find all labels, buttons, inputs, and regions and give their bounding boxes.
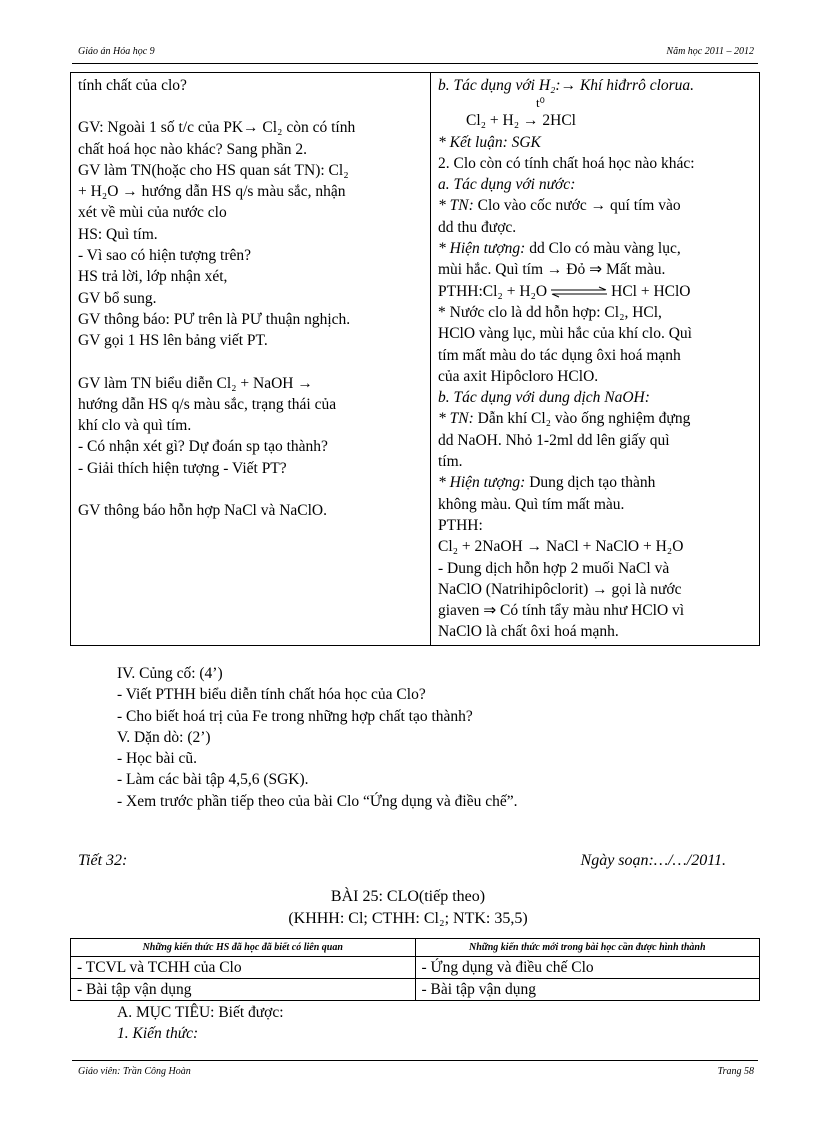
right-line: PTHH:: [438, 516, 483, 534]
right-line: a. Tác dụng với nước:: [438, 176, 576, 194]
right-line: dd NaOH. Nhỏ 1-2ml dd lên giấy quì: [438, 431, 670, 449]
left-line: tính chất của clo?: [78, 77, 187, 94]
lesson-subtitle: (KHHH: Cl; CTHH: Cl₂; NTK: 35,5): [288, 910, 528, 927]
right-line: không màu. Quì tím mất màu.: [438, 495, 625, 513]
footer-divider: [72, 1060, 758, 1061]
right-line: mùi hắc. Quì tím → Đỏ ⇒ Mất màu.: [438, 261, 666, 279]
left-line: [78, 479, 424, 500]
review-item: - Cho biết hoá trị của Fe trong những hợp chất tạo thành?: [117, 707, 473, 725]
left-line: - Có nhận xét gì? Dự đoán sp tạo thành?: [78, 438, 328, 456]
reversible-arrow-icon: [549, 286, 609, 298]
knowledge-cell: - Bài tập vận dụng: [415, 979, 760, 1001]
header-left: Giáo án Hóa học 9: [78, 46, 155, 57]
knowledge-cell: - TCVL và TCHH của Clo: [71, 957, 416, 979]
period-label: Tiết 32:: [78, 852, 128, 869]
content-column: [431, 73, 760, 646]
left-line: GV làm TN biểu diễn Cl₂ + NaOH →: [78, 374, 313, 392]
right-line: của axit Hipôcloro HClO.: [438, 367, 599, 385]
left-line: GV làm TN(hoặc cho HS quan sát TN): Cl₂: [78, 161, 349, 179]
right-line: NaClO là chất ôxi hoá mạnh.: [438, 623, 619, 641]
left-line: HS trả lời, lớp nhận xét,: [78, 268, 228, 286]
equation-h2: Cl₂ + H₂ → 2HCl: [466, 112, 576, 130]
review-item: - Viết PTHH biểu diễn tính chất hóa học của Clo?: [117, 686, 426, 704]
teacher-column: [71, 73, 431, 646]
right-line: Dung dịch tạo thành: [525, 474, 656, 492]
review-section: [117, 663, 518, 812]
left-line: [78, 96, 424, 117]
left-line: hướng dẫn HS q/s màu sắc, trạng thái của: [78, 395, 337, 413]
condition-label: t⁰: [536, 95, 545, 111]
right-line: tím mất màu do tác dụng ôxi hoá mạnh: [438, 346, 681, 364]
left-line: xét về mùi của nước clo: [78, 204, 227, 222]
knowledge-header-prior: Những kiến thức HS đã học đã biết có liên quan: [71, 939, 416, 957]
knowledge-table: [70, 938, 760, 1001]
right-line: HClO vàng lục, mùi hắc của khí clo. Quì: [438, 325, 692, 343]
header-divider: [72, 63, 758, 64]
right-line: NaClO (Natrihipôclorit) → gọi là nước: [438, 580, 682, 598]
right-line: Clo vào cốc nước → quí tím vào: [473, 197, 681, 215]
experiment-label: * TN:: [438, 410, 474, 428]
left-line: GV: Ngoài 1 số t/c của PK→ Cl₂ còn có tính: [78, 119, 356, 137]
equation-water-right: HCl + HClO: [611, 282, 691, 300]
right-line: 2. Clo còn có tính chất hoá học nào khác:: [438, 154, 695, 172]
homework-item: - Xem trước phần tiếp theo của bài Clo “Ứng dụng và điều chế”.: [117, 792, 518, 810]
right-line: b. Tác dụng với dung dịch NaOH:: [438, 389, 650, 407]
phenomenon-label: * Hiện tượng:: [438, 240, 526, 258]
header-right: Năm học 2011 – 2012: [666, 46, 754, 57]
left-line: - Vì sao có hiện tượng trên?: [78, 247, 251, 265]
right-line: dd Clo có màu vàng lục,: [525, 240, 681, 258]
footer-page: Trang 58: [717, 1066, 754, 1077]
right-line: tím.: [438, 453, 463, 471]
equation-naoh: Cl₂ + 2NaOH → NaCl + NaClO + H₂O: [438, 538, 684, 556]
phenomenon-label: * Hiện tượng:: [438, 474, 526, 492]
right-line: b. Tác dụng với H₂:→ Khí hiđrrô clorua.: [438, 77, 695, 94]
objectives-section: [117, 1002, 284, 1045]
homework-item: - Làm các bài tập 4,5,6 (SGK).: [117, 771, 309, 789]
knowledge-subheading: 1. Kiến thức:: [117, 1025, 199, 1043]
knowledge-cell: - Bài tập vận dụng: [71, 979, 416, 1001]
lesson-title: BÀI 25: CLO(tiếp theo): [330, 888, 486, 905]
footer-teacher: Giáo viên: Trần Công Hoàn: [78, 1066, 191, 1077]
prepared-date: Ngày soạn:…/…/2011.: [580, 852, 726, 869]
right-line: * Kết luận: SGK: [438, 133, 541, 151]
experiment-label: * TN:: [438, 197, 474, 215]
left-line: GV bổ sung.: [78, 289, 157, 307]
left-line: GV thông báo: PƯ trên là PƯ thuận nghịch.: [78, 310, 351, 328]
left-line: chất hoá học nào khác? Sang phần 2.: [78, 140, 307, 158]
left-line: + H₂O → hướng dẫn HS q/s màu sắc, nhận: [78, 183, 346, 201]
right-line: * Nước clo là dd hỗn hợp: Cl₂, HCl,: [438, 303, 662, 321]
knowledge-header-new: Những kiến thức mới trong bài học cần được hình thành: [415, 939, 760, 957]
left-line: HS: Quì tím.: [78, 225, 158, 243]
right-line: Dẫn khí Cl₂ vào ống nghiệm đựng: [473, 410, 691, 428]
left-line: GV thông báo hỗn hợp NaCl và NaClO.: [78, 502, 327, 520]
objectives-heading: A. MỤC TIÊU: Biết được:: [117, 1004, 284, 1021]
right-line: - Dung dịch hỗn hợp 2 muối NaCl và: [438, 559, 670, 577]
homework-item: - Học bài cũ.: [117, 750, 198, 768]
review-heading: IV. Củng cố: (4’): [117, 665, 223, 682]
equation-water-left: PTHH:Cl₂ + H₂O: [438, 282, 548, 300]
lesson-heading: [0, 886, 816, 930]
lesson-table: [70, 72, 760, 646]
right-line: giaven ⇒ Có tính tẩy màu như HClO vì: [438, 602, 685, 620]
left-line: GV gọi 1 HS lên bảng viết PT.: [78, 332, 268, 350]
homework-heading: V. Dặn dò: (2’): [117, 728, 211, 746]
left-line: khí clo và quì tím.: [78, 417, 192, 435]
left-line: - Giải thích hiện tượng - Viết PT?: [78, 459, 287, 477]
right-line: dd thu được.: [438, 218, 517, 236]
knowledge-cell: - Ứng dụng và điều chế Clo: [415, 957, 760, 979]
left-line: [78, 352, 424, 373]
